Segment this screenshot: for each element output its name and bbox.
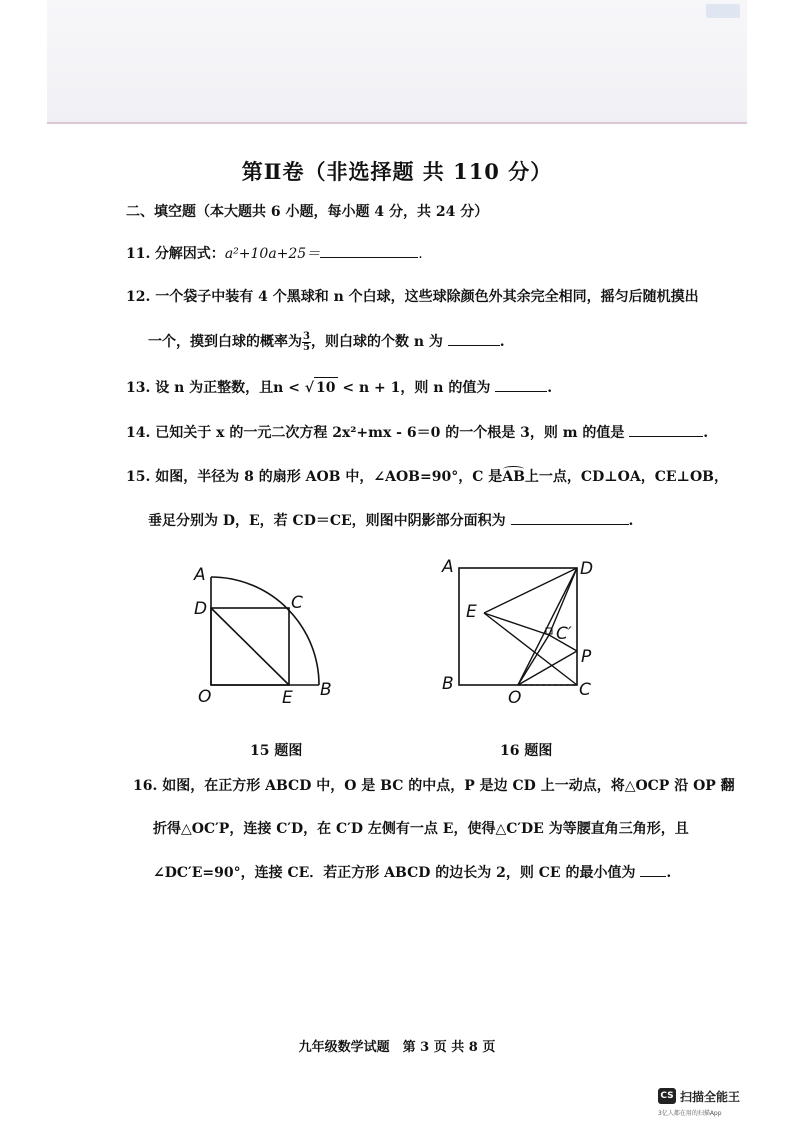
answer-blank-11[interactable] [320,243,418,258]
q12-end: . [499,334,505,350]
label-c: C [579,680,591,700]
label-p: P [581,647,592,667]
label-a: A [194,565,206,585]
label-c-prime: C′ [556,624,572,644]
q16-line-3 [153,862,671,883]
probability-fraction [302,332,311,353]
q14-end: . [703,425,709,441]
logo-badge: CS [658,1088,676,1104]
arc-ab-label: AB [502,469,525,485]
q14-text: 14. 已知关于 x 的一元二次方程 2x²+mx - 6＝0 的一个根是 3，则 m 的值是 [126,425,625,441]
segment-de [211,608,289,685]
q12-line-1: 12. 一个袋子中装有 4 个黑球和 n 个白球，这些球除颜色外其余完全相同，摇匀后随机摸出 [126,289,699,305]
q11-text: 分解因式： [154,246,225,262]
question-13 [126,377,552,398]
q11-end: . [418,246,423,262]
q16-end: . [666,865,672,881]
paper-section-title: 第Ⅱ卷（非选择题 共 110 分） [241,159,553,184]
figure-16-square [438,555,608,705]
figure-15-sector [188,560,348,710]
q13-end: . [547,380,553,396]
question-11 [126,243,423,264]
answer-blank-12[interactable] [448,331,500,346]
label-b: B [442,674,454,694]
question-14 [126,422,708,443]
figure-15-caption: 15 题图 [250,743,303,759]
q13-text-b: < n + 1，则 n 的值为 [337,380,491,396]
segment-ec-prime [484,613,549,635]
answer-blank-16[interactable] [640,862,666,877]
label-b: B [320,680,332,700]
label-e: E [282,688,293,708]
label-o: O [198,687,212,707]
q12-text-b: ，则白球的个数 n 为 [310,334,443,350]
q15-end: . [628,513,634,529]
label-c: C [291,593,303,613]
q15-line-2 [148,510,633,531]
q12-line-2 [148,331,505,353]
q11-expression: a²+10a+25＝ [224,246,321,262]
logo-name: 扫描全能王 [680,1090,741,1104]
q16-text-c: ∠DC′E=90°，连接 CE．若正方形 ABCD 的边长为 2，则 CE 的最小值为 [153,865,636,881]
q15-text-a: 15. 如图，半径为 8 的扇形 AOB 中，∠AOB=90°，C 是 [126,469,503,485]
logo-tagline: 3亿人都在用的扫描App [658,1110,722,1117]
q16-line-1: 16. 如图，在正方形 ABCD 中，O 是 BC 的中点，P 是边 CD 上一动点，将△OCP 沿 OP 翻 [133,778,735,794]
label-o: O [508,688,522,705]
q13-text-a: 13. 设 n 为正整数，且n < [126,380,305,396]
fraction-numerator: 3 [303,330,310,342]
sqrt-symbol: √ [304,380,315,396]
redacted-header-area [47,0,747,124]
q11-number: 11. [126,246,151,262]
q15-text-c: 垂足分别为 D，E，若 CD＝CE，则图中阴影部分面积为 [148,513,506,529]
label-e: E [466,602,477,622]
fraction-denominator: 5 [303,341,310,353]
label-d: D [194,599,208,619]
sqrt-radicand: 10 [314,377,337,398]
q15-line-1 [126,467,728,487]
camscanner-watermark [658,1088,768,1118]
q16-line-2: 折得△OC′P，连接 C′D，在 C′D 左侧有一点 E，使得△C′DE 为等腰直角三角形，且 [153,821,689,837]
corner-mark [706,4,740,18]
page-footer: 九年级数学试题 第 3 页 共 8 页 [298,1040,496,1055]
answer-blank-13[interactable] [495,377,547,392]
label-d: D [580,559,594,579]
answer-blank-14[interactable] [629,422,703,437]
section-heading: 二、填空题（本大题共 6 小题，每小题 4 分，共 24 分） [126,204,489,220]
q12-text-a: 一个，摸到白球的概率为 [148,334,302,350]
answer-blank-15[interactable] [511,510,629,525]
segment-ed [484,568,577,613]
figure-16-caption: 16 题图 [500,743,553,759]
label-a: A [442,557,454,577]
q15-text-b: 上一点，CD⊥OA，CE⊥OB， [524,469,728,485]
